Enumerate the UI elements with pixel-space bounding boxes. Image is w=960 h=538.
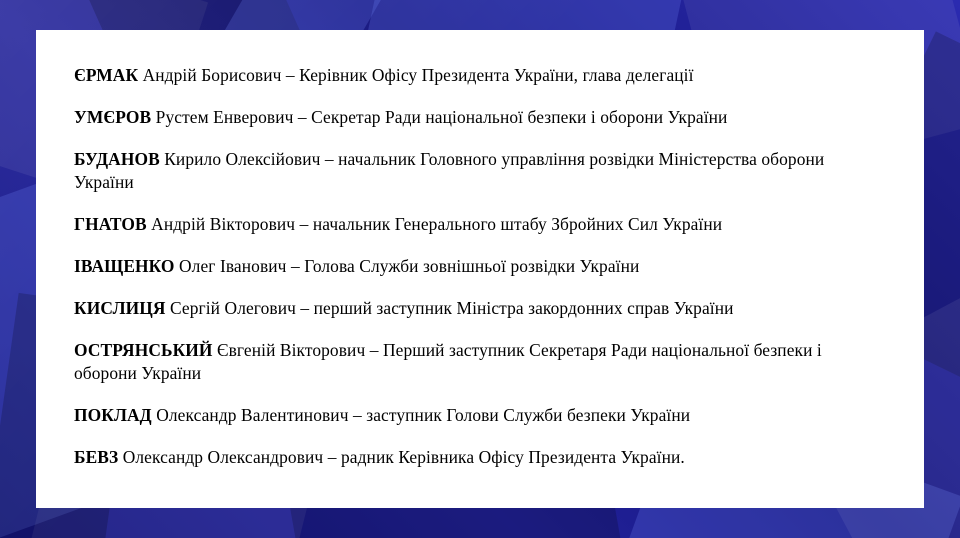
list-item [74,446,884,469]
member-details: Рустем Енверович – Секретар Ради національної безпеки і оборони України [151,107,728,128]
member-surname: ПОКЛАД [74,405,152,426]
member-details: Сергій Олегович – перший заступник Міністра закордонних справ України [165,298,734,319]
member-surname: БЕВЗ [74,447,119,468]
list-item [74,64,884,87]
list-item [74,213,884,236]
member-details: Андрій Вікторович – начальник Генерального штабу Збройних Сил України [146,214,723,234]
member-details: Олександр Олександрович – радник Керівника Офісу Президента України. [118,447,685,468]
member-surname: КИСЛИЦЯ [74,298,166,319]
list-item [74,297,884,320]
member-details: Олександр Валентинович – заступник Голови Служби безпеки України [151,405,691,426]
list-item [74,148,884,193]
member-surname: БУДАНОВ [74,149,160,170]
delegation-member-list [74,64,884,469]
member-surname: ОСТРЯНСЬКИЙ [74,340,213,361]
list-item [74,255,884,278]
member-details: Євгеній Вікторович – Перший заступник Секретаря Ради національної безпеки і оборони України [74,340,822,383]
document-card [36,30,924,508]
list-item [74,106,884,129]
member-surname: УМЄРОВ [74,107,152,128]
member-surname: ІВАЩЕНКО [74,256,175,277]
member-details: Андрій Борисович – Керівник Офісу Президента України, глава делегації [138,65,694,85]
list-item [74,404,884,427]
list-item [74,339,884,384]
member-details: Кирило Олексійович – начальник Головного управління розвідки Міністерства оборони України [74,149,825,192]
member-surname: ГНАТОВ [74,214,147,234]
member-surname: ЄРМАК [74,65,139,85]
member-details: Олег Іванович – Голова Служби зовнішньої розвідки України [174,256,640,277]
